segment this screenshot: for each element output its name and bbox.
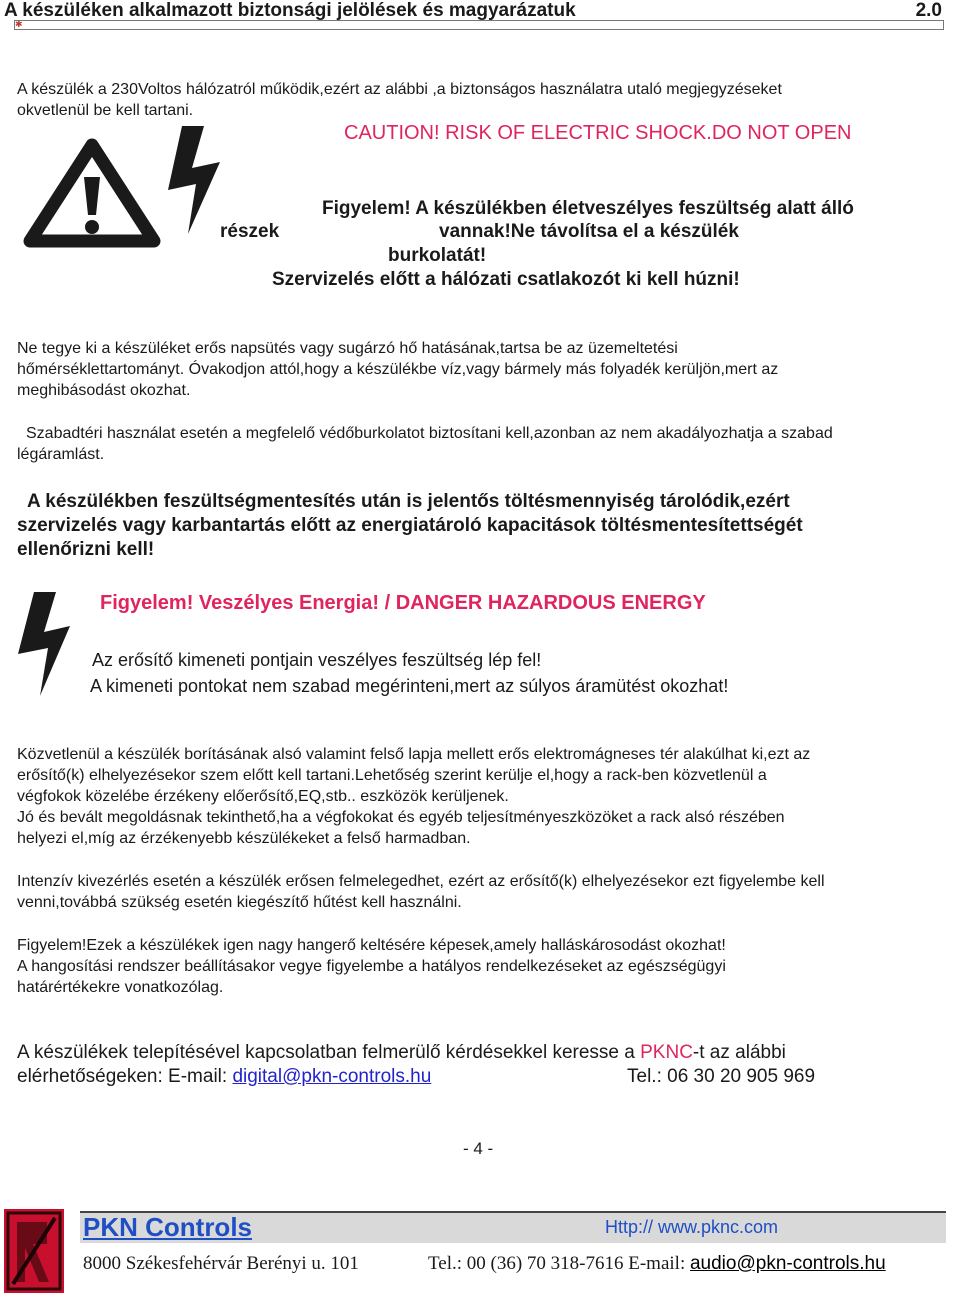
paragraph-1-line-3: meghibásodást okozhat. <box>17 382 191 399</box>
document-title: A készüléken alkalmazott biztonsági jelölések és magyarázatuk <box>4 0 576 21</box>
paragraph-4-line-5: helyezi el,míg az érzékenyebb készülékeket a felső harmadban. <box>17 830 471 847</box>
paragraph-5-line-1: Intenzív kivezérlés esetén a készülék erősen felmelegedhet, ezért az erősítő(k) elhelyezésekor ezt figyelembe kell <box>17 873 825 890</box>
header-mark-icon: ✱ <box>15 19 23 29</box>
paragraph-5-line-2: venni,továbbá szükség esetén kiegészítő hűtést kell használni. <box>17 894 462 911</box>
footer-website[interactable]: Http:// www.pknc.com <box>605 1217 779 1237</box>
intro-line-2: okvetlenül be kell tartani. <box>17 102 194 119</box>
paragraph-3-line-3: ellenőrizni kell! <box>17 539 155 560</box>
contact-post-text: -t az alábbi <box>692 1042 786 1063</box>
contact-email-link[interactable]: digital@pkn-controls.hu <box>232 1066 432 1087</box>
paragraph-3-line-2: szervizelés vagy karbantartás előtt az energiatároló kapacitások töltésmentesítettségét <box>17 515 803 536</box>
paragraph-4-line-2: erősítő(k) elhelyezésekor szem előtt kell tartani.Lehetőség szerint kerülje el,hogy a rack-ben közvetlenül a <box>17 767 767 784</box>
footer-brand[interactable]: PKN Controls <box>83 1212 252 1242</box>
paragraph-4-line-1: Közvetlenül a készülék borításának alsó valamint felső lapja mellett erős elektromágneses tér alakúlhat ki,ezt az <box>17 746 811 763</box>
warning-line-2: vannak!Ne távolítsa el a készülék <box>439 221 739 242</box>
paragraph-2-line-1: Szabadtéri használat esetén a megfelelő védőburkolatot biztosítani kell,azonban az nem akadályozhatja a szabad <box>26 425 833 442</box>
output-warning-line-1: Az erősítő kimeneti pontjain veszélyes feszültség lép fel! <box>92 650 542 670</box>
paragraph-4-line-4: Jó és bevált megoldásnak tekinthető,ha a végfokokat és egyéb teljesítményeszközöket a rack alsó részében <box>17 809 785 826</box>
footer-email-link[interactable]: audio@pkn-controls.hu <box>689 1253 886 1274</box>
warning-line-4: Szervizelés előtt a hálózati csatlakozót ki kell húzni! <box>272 269 740 290</box>
paragraph-1-line-1: Ne tegye ki a készüléket erős napsütés vagy sugárzó hő hatásának,tartsa be az üzemeltetési <box>17 340 678 357</box>
caution-text: CAUTION! RISK OF ELECTRIC SHOCK.DO NOT OPEN <box>344 122 852 144</box>
warning-triangle-icon <box>22 137 162 249</box>
paragraph-6-line-2: A hangosítási rendszer beállításakor vegye figyelembe a hatályos rendelkezéseket az egészségügyi <box>17 958 726 975</box>
paragraph-3-line-1: A készülékben feszültségmentesítés után is jelentős töltésmennyiség tárolódik,ezért <box>27 491 790 512</box>
paragraph-6-line-3: határértékekre vonatkozólag. <box>17 979 224 996</box>
page-number: - 4 - <box>463 1139 494 1158</box>
paragraph-6-line-1: Figyelem!Ezek a készülékek igen nagy hangerő keltésére képesek,amely halláskárosodást okozhat! <box>17 937 726 954</box>
header-rule <box>14 20 944 30</box>
danger-heading: Figyelem! Veszélyes Energia! / DANGER HAZARDOUS ENERGY <box>100 592 706 614</box>
danger-lightning-icon <box>12 590 74 698</box>
intro-line-1: A készülék a 230Voltos hálózatról működik,ezért az alábbi ,a biztonságos használatra utaló megjegyzéseket <box>17 81 782 98</box>
footer-address: 8000 Székesfehérvár Berényi u. 101 <box>83 1253 359 1274</box>
lightning-bolt-icon <box>162 124 224 236</box>
contact-brand: PKNC <box>640 1042 693 1063</box>
warning-line-1: Figyelem! A készülékben életveszélyes feszültség alatt álló <box>322 198 854 219</box>
footer-contact <box>428 1253 886 1275</box>
document-version: 2.0 <box>915 0 942 21</box>
warning-word-reszek: részek <box>220 221 280 242</box>
contact-email-label: elérhetőségeken: E-mail: <box>17 1066 233 1087</box>
pkn-logo-icon <box>3 1208 65 1294</box>
contact-line-1 <box>17 1041 786 1065</box>
output-warning-line-2: A kimeneti pontokat nem szabad megérinteni,mert az súlyos áramütést okozhat! <box>90 676 729 696</box>
paragraph-4-line-3: végfokok közelébe érzékeny előerősítő,EQ,stb.. eszközök kerüljenek. <box>17 788 509 805</box>
warning-line-3: burkolatát! <box>388 245 487 266</box>
paragraph-2-line-2: légáramlást. <box>17 446 105 463</box>
paragraph-1-line-2: hőmérséklettartományt. Óvakodjon attól,hogy a készülékbe víz,vagy bármely más folyadék kerüljön,mert az <box>17 361 779 378</box>
contact-pre-text: A készülékek telepítésével kapcsolatban felmerülő kérdésekkel keresse a <box>17 1042 641 1063</box>
contact-tel: Tel.: 06 30 20 905 969 <box>627 1066 816 1087</box>
footer-tel-text: Tel.: 00 (36) 70 318-7616 E-mail: <box>428 1253 690 1274</box>
contact-line-2 <box>17 1065 431 1089</box>
